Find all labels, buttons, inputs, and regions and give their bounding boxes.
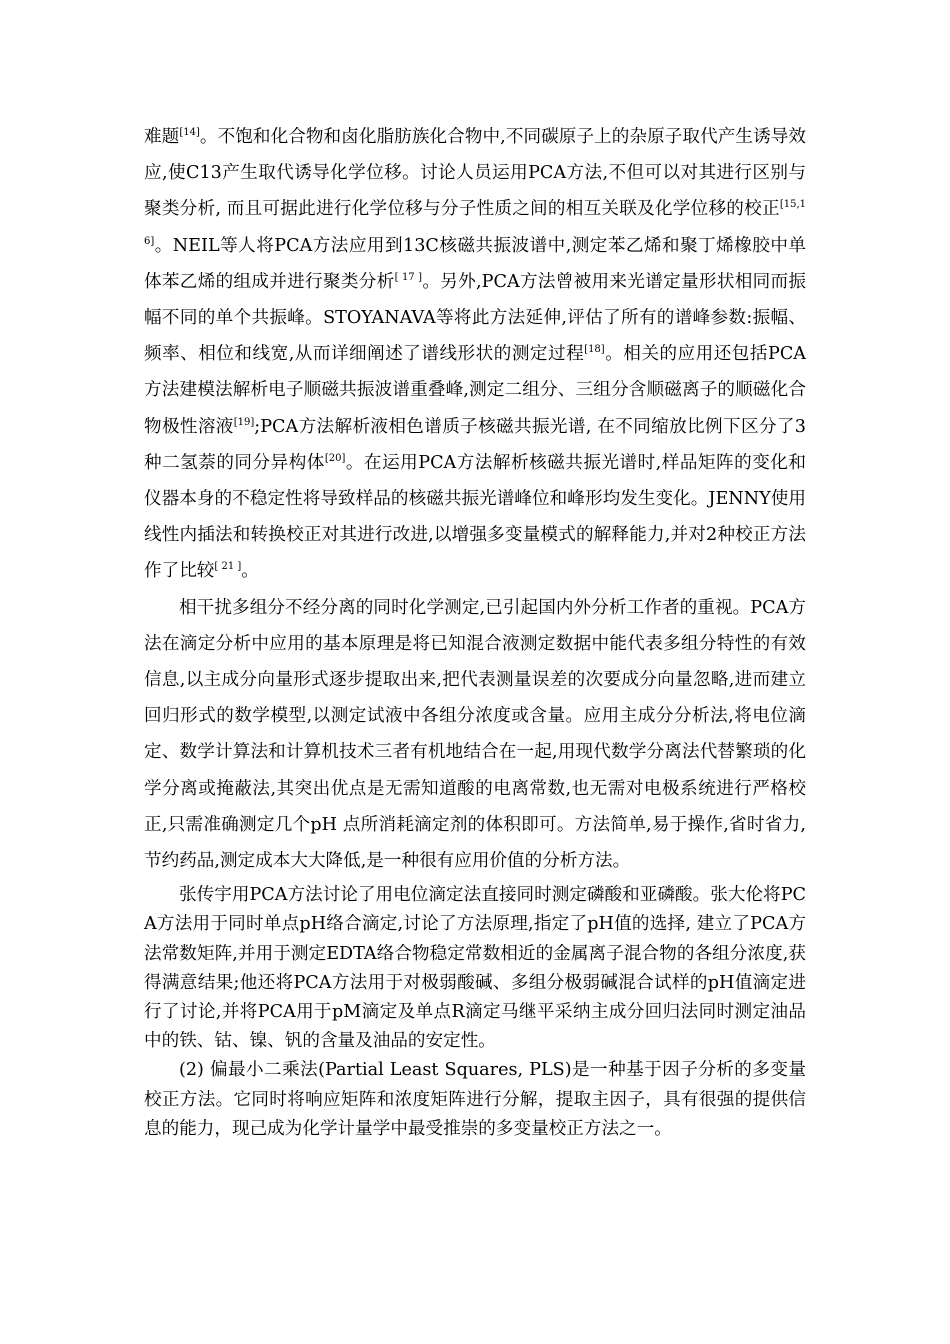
text-run: 。 [241,561,259,582]
text-run: 。NEIL等人将PCA方法应用到13C核磁共振波谱中,测定苯乙烯和聚丁烯橡胶中单体苯乙烯的组成并进行聚类分析 [144,235,806,292]
text-run: (2) 偏最小二乘法(Partial Least Squares, PLS)是一种基于因子分析的多变量校正方法。它同时将响应矩阵和浓度矩阵进行分解，提取主因子，具有很强的提供信息的能力，现己成为化学计量学中最受推崇的多变量校正方法之一。 [144,1060,806,1139]
citation-superscript: [19] [233,416,255,428]
document-page [144,119,806,1144]
citation-superscript: [ 21 ] [214,561,242,573]
paragraph-3 [144,881,806,1056]
paragraph-2 [144,590,806,880]
paragraph-1 [144,119,806,590]
paragraph-4 [144,1056,806,1144]
text-run: 难题 [144,127,180,147]
text-run: 相干扰多组分不经分离的同时化学测定,已引起国内外分析工作者的重视。PCA方法在滴定分析中应用的基本原理是将已知混合液测定数据中能代表多组分特性的有效信息,以主成分向量形式逐步提取出来,把代表测量误差的次要成分向量忽略,进而建立回归形式的数学模型,以测定试液中各组分浓度或含量。应用主成分分析法,将电位滴定、数学计算法和计算机技术三者有机地结合在一起,用现代数学分离法代替繁琐的化学分离或掩蔽法,其突出优点是无需知道酸的电离常数,也无需对电极系统进行严格校正,只需准确测定几个pH 点所消耗滴定剂的体积即可。方法简单,易于操作,省时省力,节约药品,测定成本大大降低,是一种很有应用价值的分析方法。 [144,597,806,872]
citation-superscript: [15,16] [144,199,806,247]
text-run: 。在运用PCA方法解析核磁共振光谱时,样品矩阵的变化和仪器本身的不稳定性将导致样品的核磁共振光谱峰位和峰形均发生变化。JENNY使用线性内插法和转换校正对其进行改进,以增强多变量模式的解释能力,并对2种校正方法作了比较 [144,452,806,582]
citation-superscript: [20] [324,452,346,464]
text-run: 张传宇用PCA方法讨论了用电位滴定法直接同时测定磷酸和亚磷酸。张大伦将PCA方法用于同时单点pH络合滴定,讨论了方法原理,指定了pH值的选择, 建立了PCA方法常数矩阵,并用于测定EDTA络合物稳定常数相近的金属离子混合物的各组分浓度,获得满意结果;他还将PCA方法用于对极弱酸碱、多组分极弱碱混合试样的pH值滴定进行了讨论,并将PCA用于pM滴定及单点R滴定马继平采纳主成分回归法同时测定油品中的铁、钴、镍、钒的含量及油品的安定性。 [144,885,806,1052]
citation-superscript: [14] [179,127,200,138]
text-run: 。另外,PCA方法曾被用来光谱定量形状相同而振幅不同的单个共振峰。STOYANAVA等将此方法延伸,评估了所有的谱峰参数:振幅、频率、相位和线宽,从而详细阐述了谱线形状的测定过程 [144,271,806,365]
text-run: 。相关的应用还包括PCA方法建模法解析电子顺磁共振波谱重叠峰,测定二组分、三组分含顺磁离子的顺磁化合物极性溶液 [144,344,806,437]
citation-superscript: [18] [584,344,605,356]
text-run: ;PCA方法解析液相色谱质子核磁共振光谱, 在不同缩放比例下区分了3种二氢萘的同分异构体 [144,416,806,473]
text-run: 。不饱和化合物和卤化脂肪族化合物中,不同碳原子上的杂原子取代产生诱导效应,使C13产生取代诱导化学位移。讨论人员运用PCA方法,不但可以对其进行区别与聚类分析, 而且可据此进行化学位移与分子性质之间的相互关联及化学位移的校正 [144,127,806,220]
citation-superscript: [ 17 ] [394,271,423,283]
